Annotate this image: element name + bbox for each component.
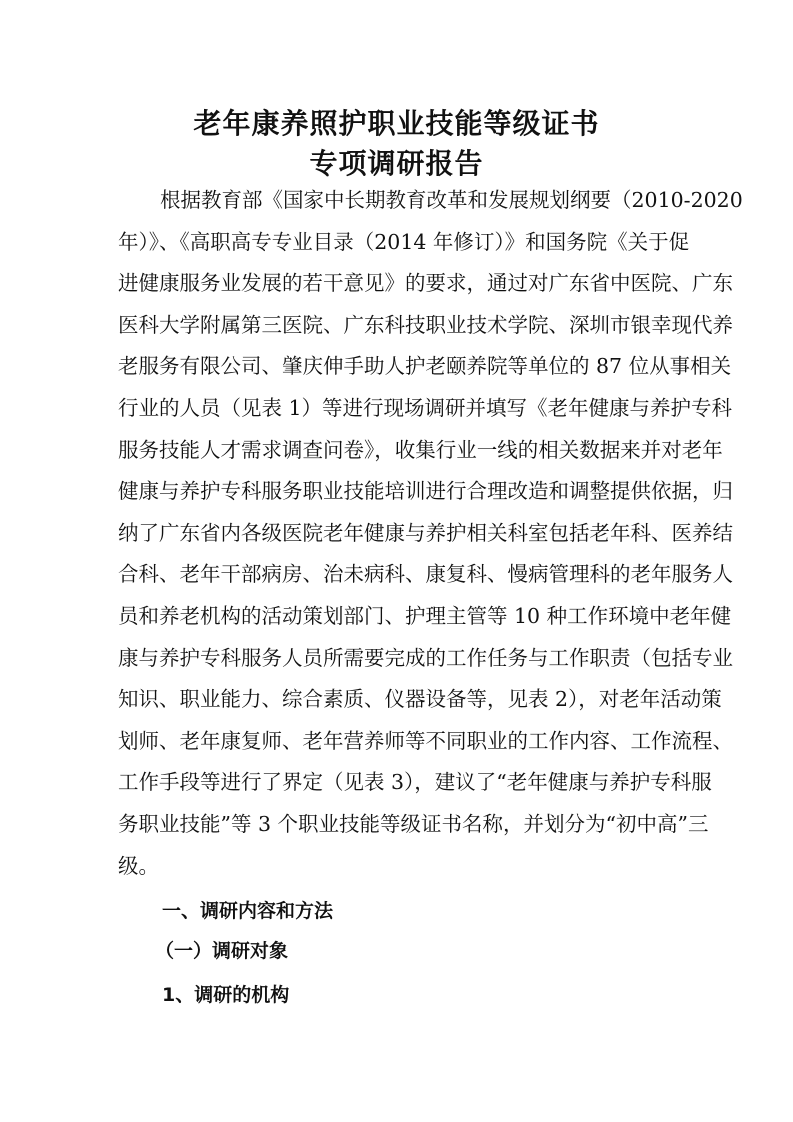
paragraph-line: 康与养护专科服务人员所需要完成的工作任务与工作职责（包括专业: [118, 645, 733, 670]
paragraph-line: 合科、老年干部病房、治未病科、康复科、慢病管理科的老年服务人: [118, 562, 733, 587]
paragraph-line: 老服务有限公司、肇庆伸手助人护老颐养院等单位的 87 位从事相关: [118, 354, 732, 379]
paragraph-line: 级。: [118, 853, 159, 878]
paragraph-line: 划师、老年康复师、老年营养师等不同职业的工作内容、工作流程、: [118, 728, 733, 753]
paragraph-line: 根据教育部《国家中长期教育改革和发展规划纲要（2010-2020: [160, 188, 743, 212]
paragraph-line: 服务技能人才需求调查问卷》，收集行业一线的相关数据来并对老年: [118, 437, 723, 462]
paragraph-line: 务职业技能”等 3 个职业技能等级证书名称，并划分为“初中高”三: [118, 811, 709, 836]
paragraph-line: 健康与养护专科服务职业技能培训进行合理改造和调整提供依据，归: [118, 479, 733, 504]
paragraph-line: 医科大学附属第三医院、广东科技职业技术学院、深圳市银幸现代养: [118, 312, 733, 337]
document-title-line-2: 专项调研报告: [309, 147, 484, 180]
paragraph-line: 工作手段等进行了界定（见表 3），建议了“老年健康与养护专科服: [118, 770, 712, 795]
paragraph-line: 知识、职业能力、综合素质、仪器设备等，见表 2），对老年活动策: [118, 687, 722, 712]
paragraph-line: 员和养老机构的活动策划部门、护理主管等 10 种工作环境中老年健: [118, 603, 732, 628]
paragraph-line: 纳了广东省内各级医院老年健康与养护相关科室包括老年科、医养结: [118, 520, 733, 545]
section-heading: 一、调研内容和方法: [162, 900, 334, 922]
paragraph-line: 行业的人员（见表 1）等进行现场调研并填写《老年健康与养护专科: [118, 395, 733, 420]
paragraph-line: 进健康服务业发展的若干意见》的要求，通过对广东省中医院、广东: [118, 271, 733, 296]
paragraph-line: 年）》、《高职高专专业目录（2014 年修订）》和国务院《关于促: [118, 229, 690, 254]
item-heading: 1、调研的机构: [162, 984, 290, 1006]
document-title-line-1: 老年康养照护职业技能等级证书: [193, 107, 600, 140]
intro-paragraph: [118, 185, 743, 892]
subsection-heading: （一）调研对象: [155, 940, 289, 962]
